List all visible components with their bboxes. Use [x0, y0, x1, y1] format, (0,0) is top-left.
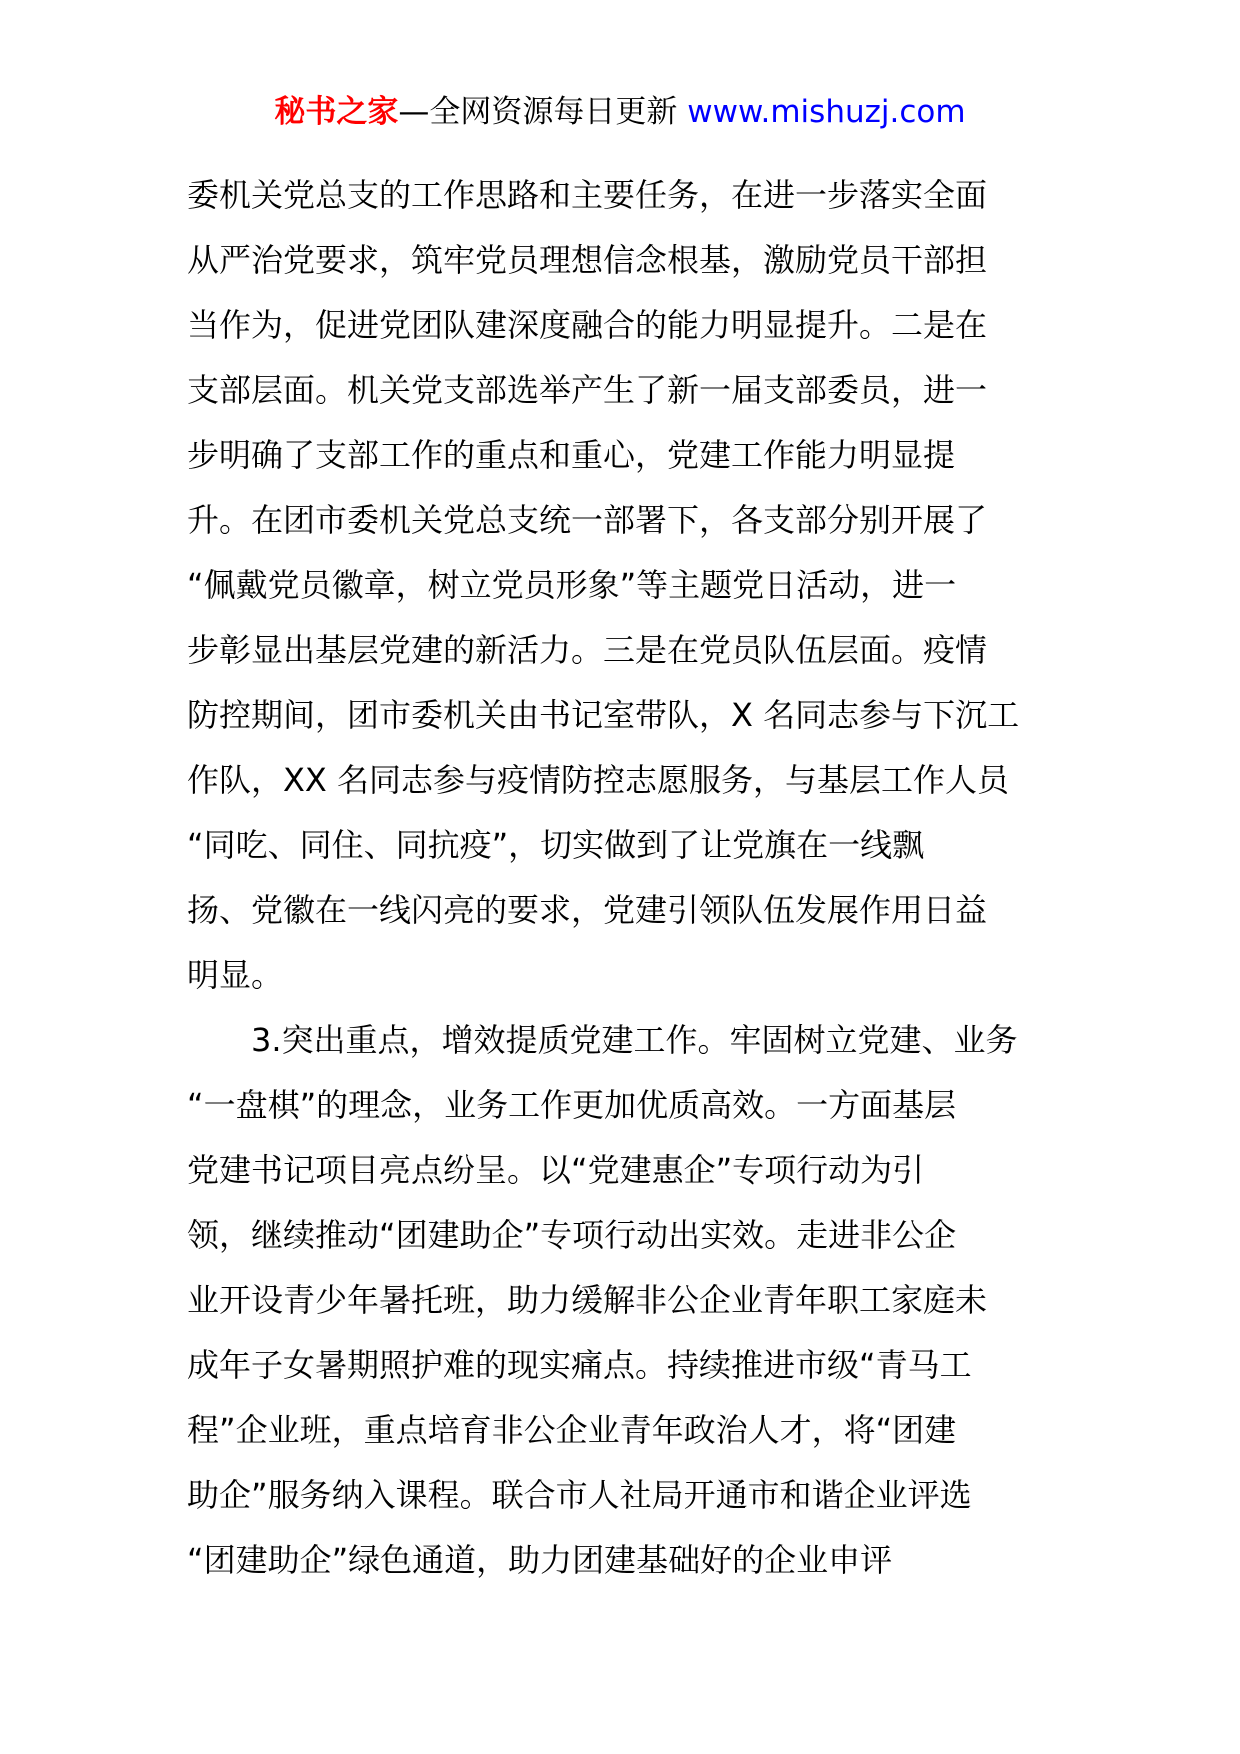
text-line: 作队，XX 名同志参与疫情防控志愿服务，与基层工作人员 [187, 761, 1010, 799]
text-line: “一盘棋”的理念，业务工作更加优质高效。一方面基层 [187, 1086, 957, 1124]
text-line: 明显。 [187, 956, 284, 994]
text-line: “佩戴党员徽章，树立党员形象”等主题党日活动，进一 [187, 566, 957, 604]
text-line: 支部层面。机关党支部选举产生了新一届支部委员，进一 [187, 371, 988, 409]
text-line: 3.突出重点，增效提质党建工作。牢固树立党建、业务 [187, 1021, 1018, 1059]
document-body [187, 163, 1067, 1593]
header-tagline: —全网资源每日更新 [398, 94, 678, 130]
brand-name: 秘书之家 [274, 94, 399, 130]
text-line: 扬、党徽在一线闪亮的要求，党建引领队伍发展作用日益 [187, 891, 988, 929]
site-url-link[interactable]: www.mishuzj.com [687, 94, 966, 130]
text-line: 防控期间，团市委机关由书记室带队，X 名同志参与下沉工 [187, 696, 1020, 734]
text-line: 领，继续推动“团建助企”专项行动出实效。走进非公企 [187, 1216, 957, 1254]
text-line: 助企”服务纳入课程。联合市人社局开通市和谐企业评选 [187, 1476, 972, 1514]
text-line: 党建书记项目亮点纷呈。以“党建惠企”专项行动为引 [187, 1151, 925, 1189]
page-header [0, 90, 1240, 134]
text-line: 程”企业班，重点培育非公企业青年政治人才，将“团建 [187, 1411, 957, 1449]
text-line: 从严治党要求，筑牢党员理想信念根基，激励党员干部担 [187, 241, 988, 279]
text-line: “团建助企”绿色通道，助力团建基础好的企业申评 [187, 1541, 893, 1579]
text-line: 升。在团市委机关党总支统一部署下，各支部分别开展了 [187, 501, 988, 539]
text-line: 成年子女暑期照护难的现实痛点。持续推进市级“青马工 [187, 1346, 972, 1384]
text-line: 委机关党总支的工作思路和主要任务，在进一步落实全面 [187, 176, 988, 214]
text-line: 步明确了支部工作的重点和重心，党建工作能力明显提 [187, 436, 956, 474]
text-line: 步彰显出基层党建的新活力。三是在党员队伍层面。疫情 [187, 631, 988, 669]
text-line: 当作为，促进党团队建深度融合的能力明显提升。二是在 [187, 306, 988, 344]
text-line: 业开设青少年暑托班，助力缓解非公企业青年职工家庭未 [187, 1281, 988, 1319]
text-line: “同吃、同住、同抗疫”，切实做到了让党旗在一线飘 [187, 826, 925, 864]
